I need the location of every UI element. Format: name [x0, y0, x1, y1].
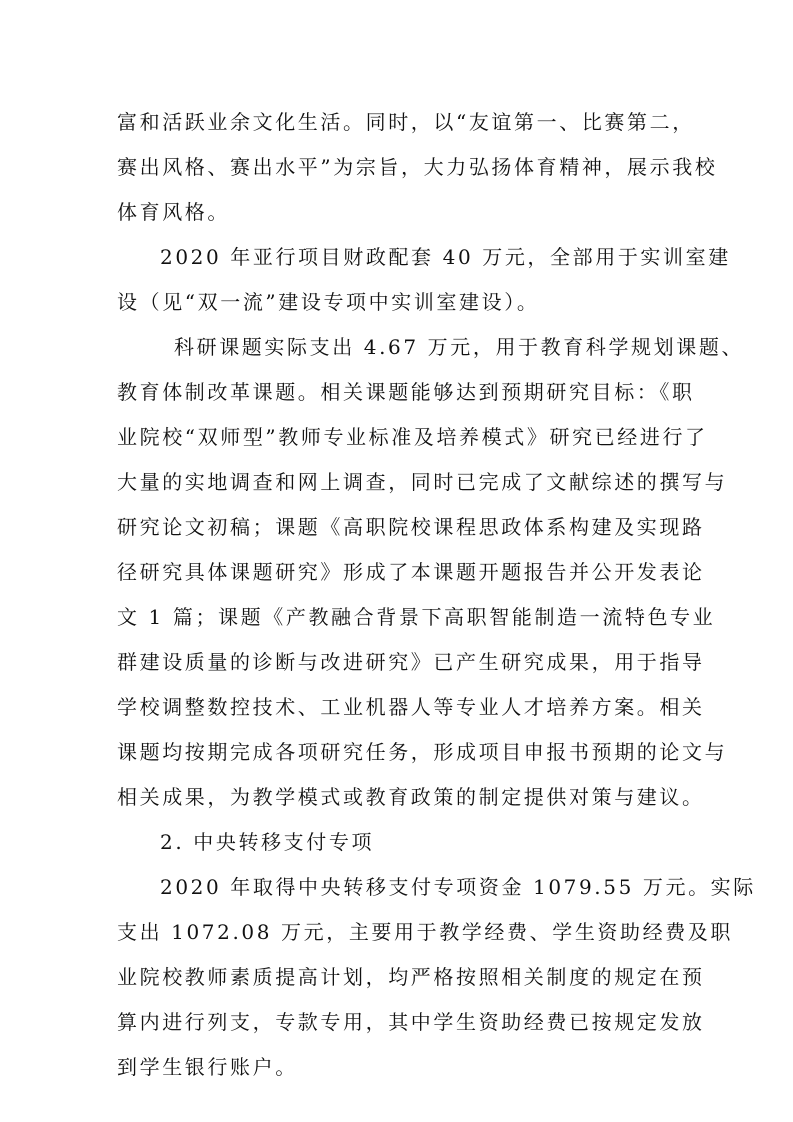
paragraph-line: 学校调整数控技术、工业机器人等专业人才培养方案。相关 [117, 695, 705, 719]
paragraph-line: 支出 1072.08 万元，主要用于教学经费、学生资助经费及职 [117, 920, 734, 944]
paragraph-line: 大量的实地调查和网上调查，同时已完成了文献综述的撰写与 [117, 470, 728, 494]
paragraph-line: 业院校教师素质提高计划，均严格按照相关制度的规定在预 [117, 965, 705, 989]
paragraph-line: 课题均按期完成各项研究任务，形成项目申报书预期的论文与 [117, 740, 728, 764]
paragraph-line: 研究论文初稿；课题《高职院校课程思政体系构建及实现路 [117, 515, 705, 539]
paragraph-line: 体育风格。 [117, 200, 230, 224]
paragraph-line: 群建设质量的诊断与改进研究》已产生研究成果，用于指导 [117, 650, 705, 674]
paragraph-line: 2020 年亚行项目财政配套 40 万元，全部用于实训室建 [160, 245, 731, 269]
paragraph-line: 算内进行列支，专款专用，其中学生资助经费已按规定发放 [117, 1010, 705, 1034]
paragraph-line: 教育体制改革课题。相关课题能够达到预期研究目标：《职 [117, 380, 695, 404]
paragraph-line: 科研课题实际支出 4.67 万元，用于教育科学规划课题、 [174, 335, 745, 359]
paragraph-line: 文 1 篇；课题《产教融合背景下高职智能制造一流特色专业 [117, 605, 716, 629]
paragraph-line: 2020 年取得中央转移支付专项资金 1079.55 万元。实际 [160, 875, 756, 899]
paragraph-line: 业院校“双师型”教师专业标准及培养模式》研究已经进行了 [117, 425, 708, 449]
paragraph-line: 富和活跃业余文化生活。同时，以“友谊第一、比赛第二， [117, 110, 695, 134]
paragraph-line: 径研究具体课题研究》形成了本课题开题报告并公开发表论 [117, 560, 705, 584]
paragraph-line: 赛出风格、赛出水平”为宗旨，大力弘扬体育精神，展示我校 [117, 155, 718, 179]
paragraph-line: 设（见“双一流”建设专项中实训室建设）。 [117, 290, 540, 314]
section-heading: 2. 中央转移支付专项 [160, 830, 375, 854]
paragraph-line: 到学生银行账户。 [117, 1055, 298, 1079]
paragraph-line: 相关成果，为教学模式或教育政策的制定提供对策与建议。 [117, 785, 705, 809]
